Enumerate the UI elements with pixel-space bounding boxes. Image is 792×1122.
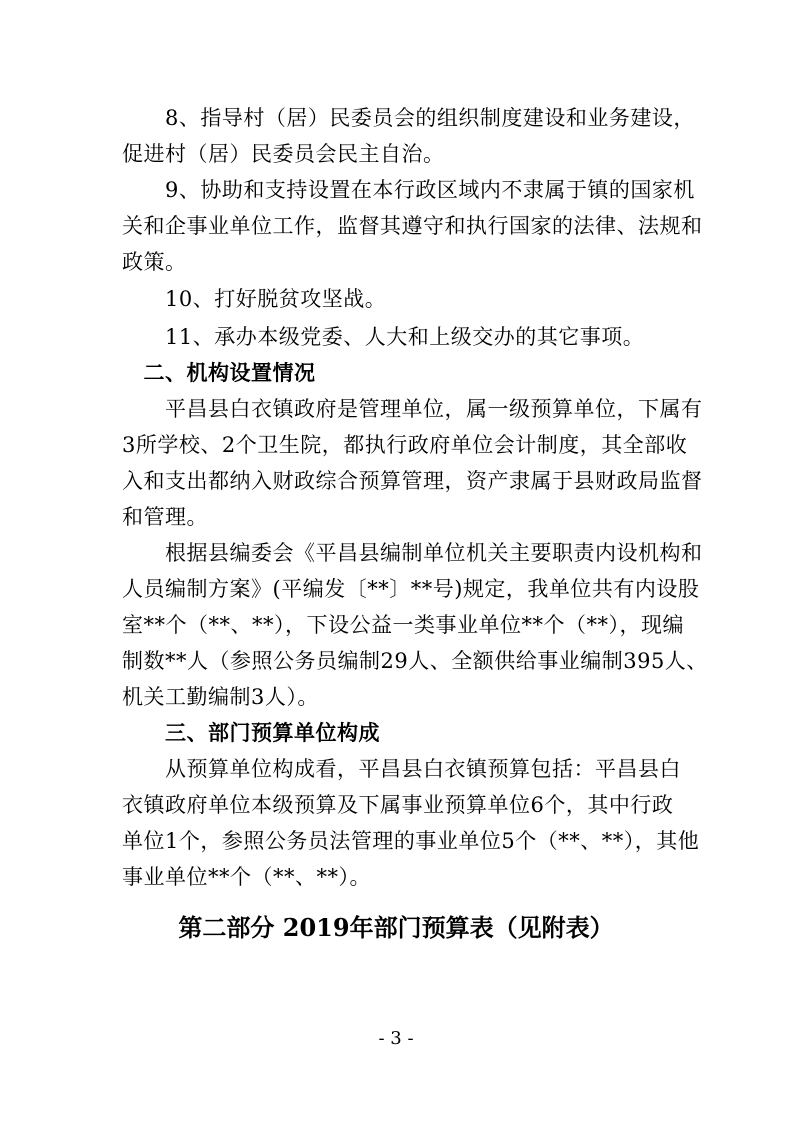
part-title: 第二部分 2019年部门预算表（见附表）	[178, 913, 614, 942]
paragraph-staff-line-4: 制数**人（参照公务员编制29人、全额供给事业编制395人、	[122, 649, 708, 673]
page-number: - 3 -	[378, 1028, 414, 1049]
paragraph-item-9-line-3: 政策。	[122, 250, 187, 274]
paragraph-item-9-line-2: 关和企事业单位工作，监督其遵守和执行国家的法律、法规和	[122, 214, 703, 238]
paragraph-staff-line-2: 人员编制方案》(平编发〔**〕**号)规定，我单位共有内设股	[122, 577, 700, 601]
paragraph-budget-line-4: 事业单位**个（**、**）。	[122, 865, 371, 889]
paragraph-item-9-line-1: 9、协助和支持设置在本行政区域内不隶属于镇的国家机	[122, 178, 695, 202]
paragraph-org-line-2: 3所学校、2个卫生院，都执行政府单位会计制度，其全部收	[122, 433, 688, 457]
paragraph-staff-line-1: 根据县编委会《平昌县编制单位机关主要职责内设机构和	[122, 541, 703, 565]
section-heading-2: 二、机构设置情况	[122, 361, 316, 385]
paragraph-item-8-line-1: 8、指导村（居）民委员会的组织制度建设和业务建设，	[122, 106, 695, 130]
paragraph-item-8-line-2: 促进村（居）民委员会民主自治。	[122, 142, 445, 166]
paragraph-org-line-3: 入和支出都纳入财政综合预算管理，资产隶属于县财政局监督	[122, 469, 703, 493]
paragraph-staff-line-5: 机关工勤编制3人）。	[122, 685, 319, 709]
paragraph-staff-line-3: 室**个（**、**），下设公益一类事业单位**个（**），现编	[122, 613, 684, 637]
paragraph-item-10: 10、打好脱贫攻坚战。	[122, 287, 387, 311]
section-heading-3: 三、部门预算单位构成	[122, 721, 380, 745]
paragraph-budget-line-3: 单位1个，参照公务员法管理的事业单位5个（**、**），其他	[122, 829, 700, 853]
paragraph-budget-line-1: 从预算单位构成看，平昌县白衣镇预算包括：平昌县白	[122, 757, 681, 781]
paragraph-budget-line-2: 衣镇政府单位本级预算及下属事业预算单位6个，其中行政	[122, 793, 674, 817]
paragraph-org-line-1: 平昌县白衣镇政府是管理单位，属一级预算单位，下属有	[122, 397, 703, 421]
paragraph-item-11: 11、承办本级党委、人大和上级交办的其它事项。	[122, 325, 645, 349]
paragraph-org-line-4: 和管理。	[122, 505, 208, 529]
